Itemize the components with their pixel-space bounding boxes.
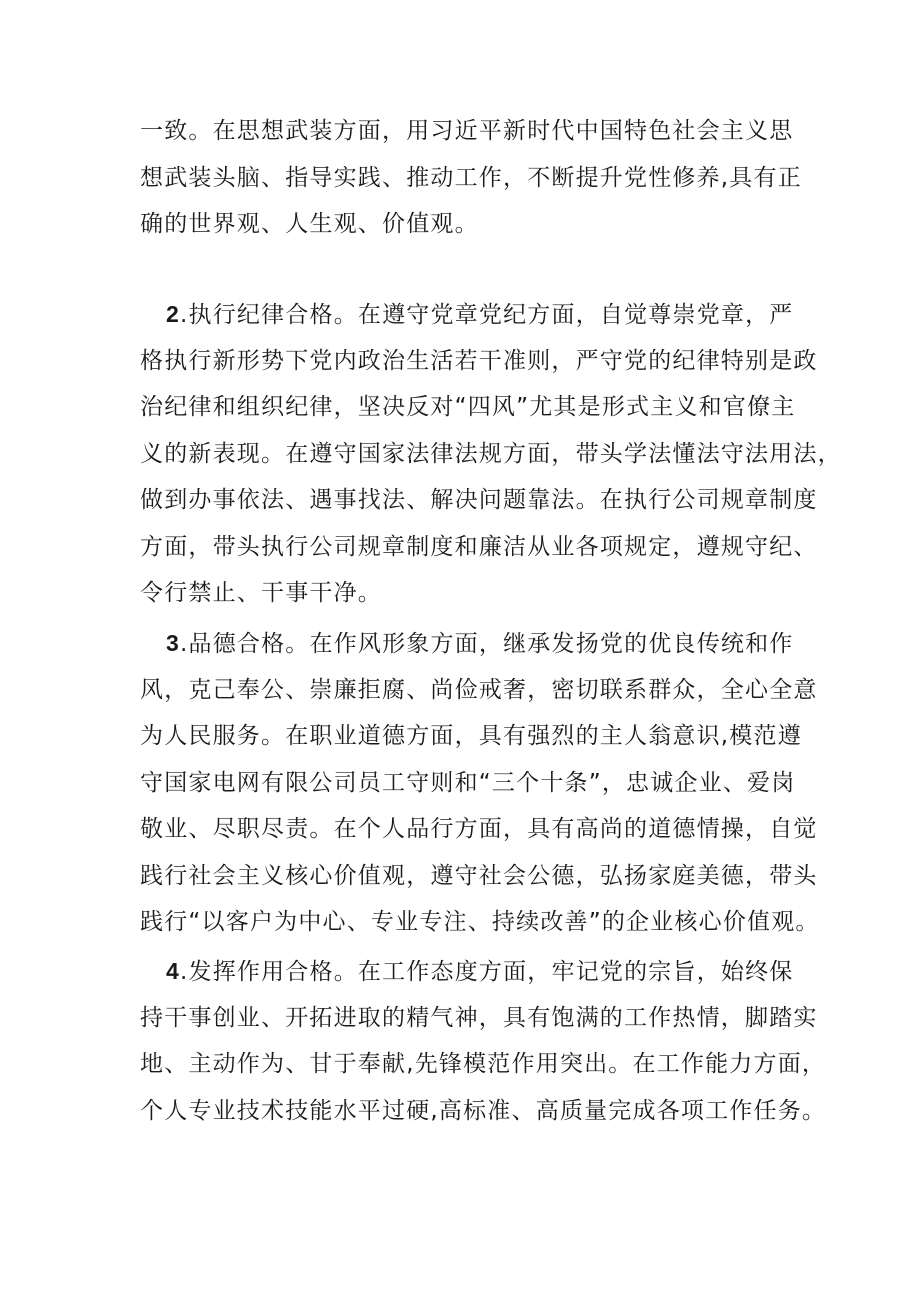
paragraph-3 bbox=[140, 620, 820, 946]
paragraph-line: 一致。在思想武装方面，用习近平新时代中国特色社会主义思 bbox=[140, 118, 794, 144]
paragraph-line: 做到办事依法、遇事找法、解决问题靠法。在执行公司规章制度 bbox=[140, 487, 818, 513]
paragraph-line: 风，克己奉公、崇廉拒腐、尚俭戒奢，密切联系群众，全心全意 bbox=[140, 676, 818, 703]
paragraph-line: 为人民服务。在职业道德方面，具有强烈的主人翁意识,模范遵 bbox=[140, 723, 802, 749]
paragraph-2 bbox=[140, 291, 842, 617]
paragraph-4 bbox=[140, 948, 827, 1134]
paragraph-line: 地、主动作为、甘于奉献,先锋模范作用突出。在工作能力方面， bbox=[140, 1051, 827, 1077]
paragraph-line: 确的世界观、人生观、价值观。 bbox=[140, 211, 479, 237]
paragraph-line-text: .品德合格。在作风形象方面，继承发扬党的优良传统和作 bbox=[180, 631, 794, 657]
paragraph-first-line bbox=[140, 948, 810, 995]
paragraph-line-text: .发挥作用合格。在工作态度方面，牢记党的宗旨，始终保 bbox=[180, 959, 794, 985]
paragraph-line: 令行禁止、干事干净。 bbox=[140, 580, 382, 606]
paragraph-line: 格执行新形势下党内政治生活若干准则，严守党的纪律特别是政 bbox=[140, 347, 818, 374]
paragraph-line: 方面，带头执行公司规章制度和廉洁从业各项规定，遵规守纪、 bbox=[140, 533, 818, 560]
item-number: 3 bbox=[166, 630, 180, 656]
paragraph-line: 践行“以客户为中心、专业专注、持续改善”的企业核心价值观。 bbox=[140, 909, 820, 935]
paragraph-line: 个人专业技术技能水平过硬,高标准、高质量完成各项工作任务。 bbox=[140, 1097, 827, 1124]
paragraph-first-line bbox=[140, 291, 810, 338]
paragraph-line: 守国家电网有限公司员工守则和“三个十条”，忠诚企业、爱岗 bbox=[140, 769, 796, 796]
paragraph-line: 敬业、尽职尽责。在个人品行方面，具有高尚的道德情操，自觉 bbox=[140, 816, 818, 842]
paragraph-line: 义的新表现。在遵守国家法律法规方面，带头学法懂法守法用法， bbox=[140, 440, 842, 467]
paragraph-line: 想武装头脑、指导实践、推动工作，不断提升党性修养,具有正 bbox=[140, 164, 802, 191]
paragraph-1 bbox=[140, 108, 810, 248]
paragraph-line-text: .执行纪律合格。在遵守党章党纪方面，自觉尊崇党章，严 bbox=[180, 302, 794, 328]
paragraph-line: 持干事创业、开拓进取的精气神，具有饱满的工作热情，脚踏实 bbox=[140, 1004, 818, 1031]
item-number: 2 bbox=[166, 301, 180, 327]
paragraph-line: 治纪律和组织纪律，坚决反对“四风”尤其是形式主义和官僚主 bbox=[140, 394, 796, 420]
paragraph-first-line bbox=[140, 620, 810, 667]
item-number: 4 bbox=[166, 958, 180, 984]
paragraph-line: 践行社会主义核心价值观，遵守社会公德，弘扬家庭美德，带头 bbox=[140, 862, 818, 889]
